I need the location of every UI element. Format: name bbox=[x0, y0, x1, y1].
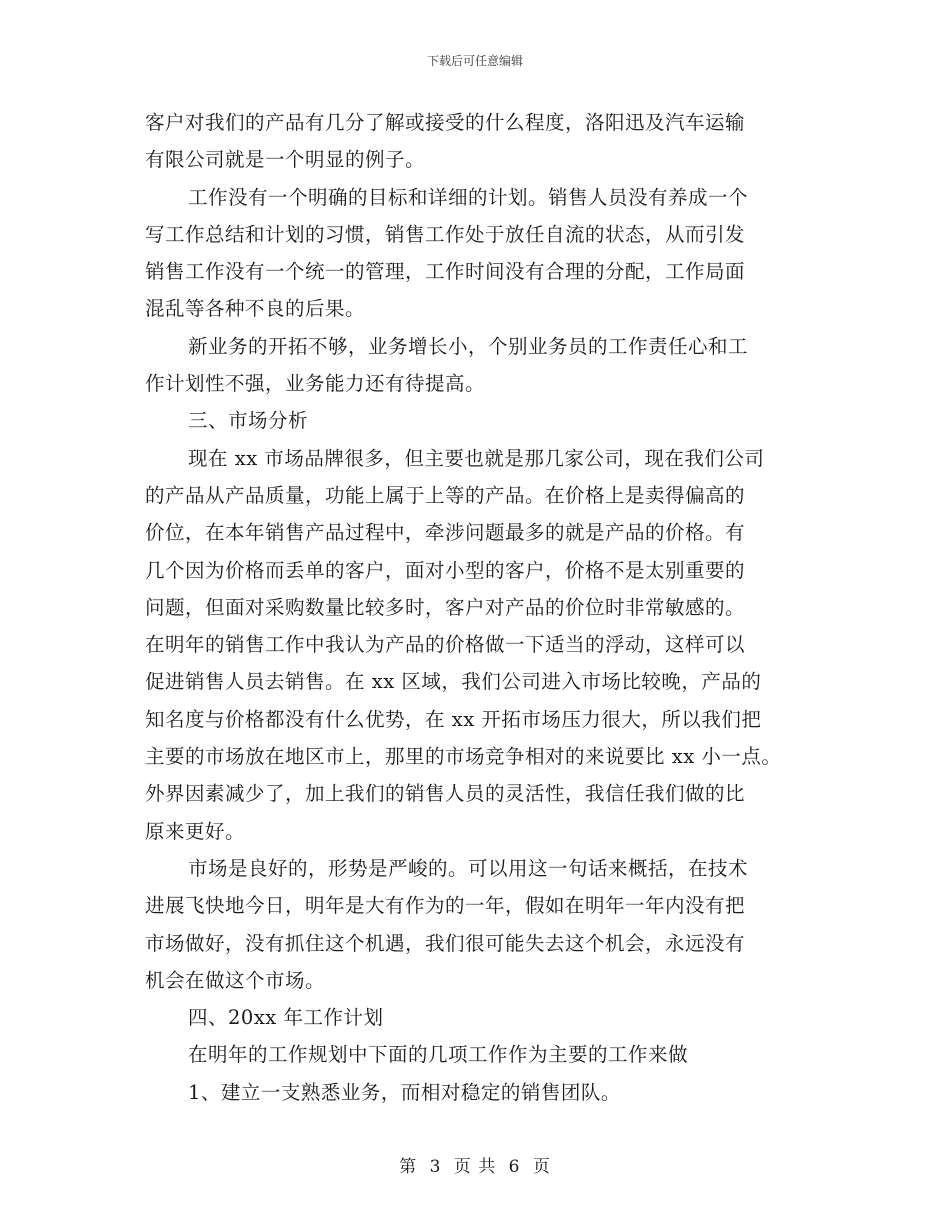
text-line: 工作没有一个明确的目标和详细的计划。销售人员没有养成一个 bbox=[188, 185, 749, 209]
text-line: 有限公司就是一个明显的例子。 bbox=[145, 148, 426, 172]
text-line: 机会在做这个市场。 bbox=[145, 968, 326, 992]
text-line: 几个因为价格而丢单的客户，面对小型的客户，价格不是太别重要的 bbox=[145, 558, 746, 582]
text-line: 市场做好，没有抓住这个机遇，我们很可能失去这个机会，永远没有 bbox=[145, 931, 746, 955]
text-line: 促进销售人员去销售。在 xx 区域，我们公司进入市场比较晚，产品的 bbox=[145, 670, 762, 694]
text-line: 销售工作没有一个统一的管理，工作时间没有合理的分配，工作局面 bbox=[145, 260, 746, 284]
footer-total-pages: 6 bbox=[508, 1157, 521, 1177]
text-line: 现在 xx 市场品牌很多，但主要也就是那几家公司，现在我们公司 bbox=[188, 446, 765, 470]
footer-page-number: 3 bbox=[429, 1157, 442, 1177]
text-line: 知名度与价格都没有什么优势，在 xx 开拓市场压力很大，所以我们把 bbox=[145, 707, 762, 731]
text-line: 市场是良好的，形势是严峻的。可以用这一句话来概括，在技术 bbox=[188, 856, 749, 880]
text-line: 在明年的工作规划中下面的几项工作作为主要的工作来做 bbox=[188, 1043, 689, 1067]
text-line: 价位，在本年销售产品过程中，牵涉问题最多的就是产品的价格。有 bbox=[145, 521, 746, 545]
text-line: 混乱等各种不良的后果。 bbox=[145, 297, 366, 321]
text-line: 问题，但面对采购数量比较多时，客户对产品的价位时非常敏感的。 bbox=[145, 595, 746, 619]
text-line: 原来更好。 bbox=[145, 819, 246, 843]
page-header: 下载后可任意编辑 bbox=[426, 54, 523, 68]
text-line: 主要的市场放在地区市上，那里的市场竞争相对的来说要比 xx 小一点。 bbox=[145, 745, 782, 769]
text-line: 进展飞快地今日，明年是大有作为的一年，假如在明年一年内没有把 bbox=[145, 894, 746, 918]
text-line: 的产品从产品质量，功能上属于上等的产品。在价格上是卖得偏高的 bbox=[145, 483, 746, 507]
text-line: 写工作总结和计划的习惯，销售工作处于放任自流的状态，从而引发 bbox=[145, 222, 746, 246]
text-line: 外界因素减少了，加上我们的销售人员的灵活性，我信任我们做的比 bbox=[145, 782, 746, 806]
text-line: 新业务的开拓不够，业务增长小，个别业务员的工作责任心和工 bbox=[188, 334, 749, 358]
text-line: 在明年的销售工作中我认为产品的价格做一下适当的浮动，这样可以 bbox=[145, 633, 746, 657]
text-line: 1、建立一支熟悉业务，而相对稳定的销售团队。 bbox=[188, 1080, 621, 1104]
footer-middle: 页 共 bbox=[453, 1157, 497, 1177]
text-line: 四、20xx 年工作计划 bbox=[188, 1006, 384, 1030]
page-footer bbox=[0, 1152, 950, 1177]
footer-suffix: 页 bbox=[532, 1157, 551, 1177]
text-line: 客户对我们的产品有几分了解或接受的什么程度，洛阳迅及汽车运输 bbox=[145, 111, 746, 134]
text-line: 作计划性不强，业务能力还有待提高。 bbox=[145, 372, 486, 396]
document-body bbox=[145, 104, 825, 1111]
footer-prefix: 第 bbox=[399, 1157, 418, 1177]
text-line: 三、市场分析 bbox=[188, 409, 309, 433]
